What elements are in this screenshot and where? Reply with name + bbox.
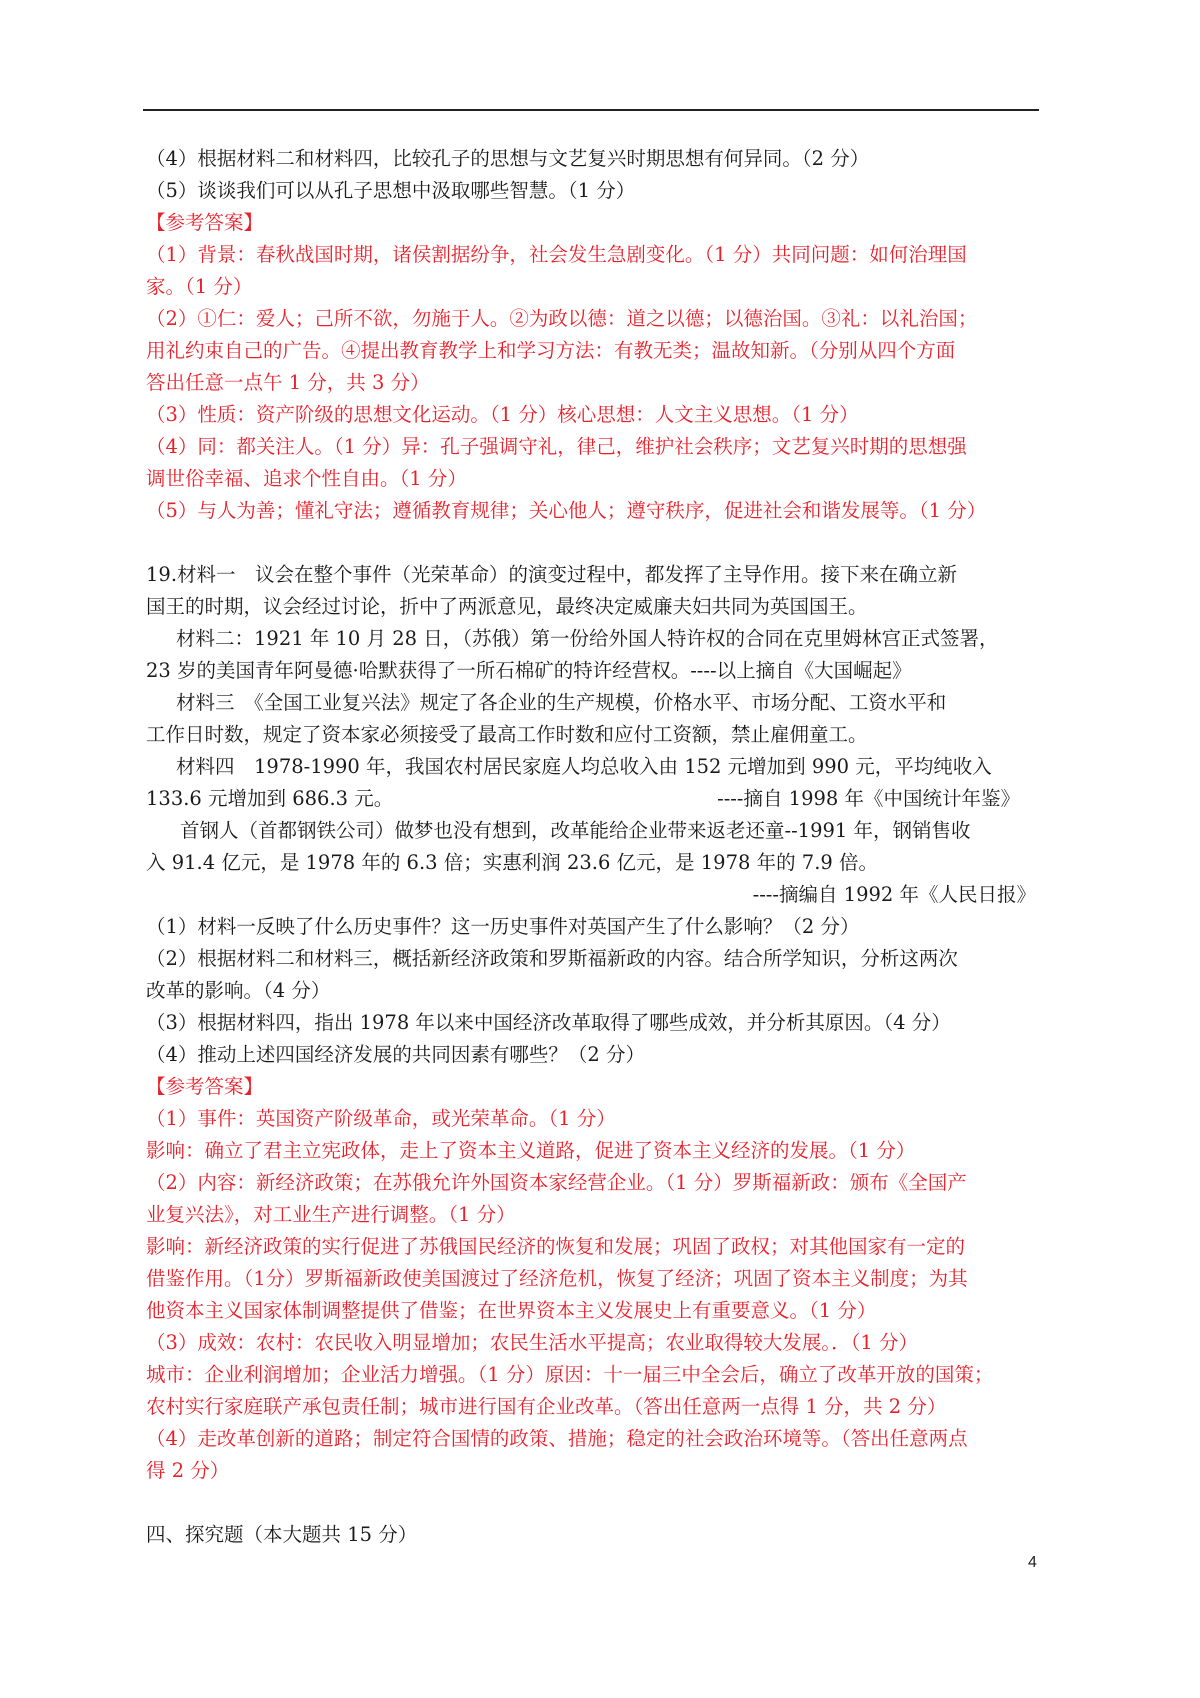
answer-line: （4）同：都关注人。（1 分）异：孔子强调守礼，律己，维护社会秩序；文艺复兴时期的思想强 <box>146 435 967 458</box>
answer-line: （2）内容：新经济政策；在苏俄允许外国资本家经营企业。（1 分）罗斯福新政：颁布《全国产 <box>146 1171 967 1194</box>
question-line: （4）推动上述四国经济发展的共同因素有哪些？（2 分） <box>146 1043 646 1066</box>
answer-line: 借鉴作用。（1分）罗斯福新政使美国渡过了经济危机，恢复了经济；巩固了资本主义制度；为其 <box>146 1267 968 1290</box>
spacer <box>146 1487 1040 1519</box>
material-line: 入 91.4 亿元，是 1978 年的 6.3 倍；实惠利润 23.6 亿元，是 1978 年的 7.9 倍。 <box>146 851 878 874</box>
material-line: 首钢人（首都钢铁公司）做梦也没有想到，改革能给企业带来返老还童--1991 年，钢销售收 <box>180 819 971 842</box>
answer-line: 用礼约束自己的广告。④提出教育教学上和学习方法：有教无类；温故知新。（分别从四个方面 <box>146 339 956 362</box>
question-line: （2）根据材料二和材料三，概括新经济政策和罗斯福新政的内容。结合所学知识，分析这两次 <box>146 947 958 970</box>
material-line: 23 岁的美国青年阿曼德·哈默获得了一所石棉矿的特许经营权。----以上摘自《大国崛起》 <box>146 659 912 682</box>
answer-line: 他资本主义国家体制调整提供了借鉴；在世界资本主义发展史上有重要意义。（1 分） <box>146 1299 877 1322</box>
material-line: 133.6 元增加到 686.3 元。 <box>146 787 394 810</box>
answer-line: （3）性质：资产阶级的思想文化运动。（1 分）核心思想：人文主义思想。（1 分） <box>146 403 859 426</box>
answer-line: 得 2 分） <box>146 1459 230 1482</box>
answer-line: 家。（1 分） <box>146 275 253 298</box>
question-line: （3）根据材料四，指出 1978 年以来中国经济改革取得了哪些成效，并分析其原因。（4 分） <box>146 1011 951 1034</box>
section-heading: 四、探究题（本大题共 15 分） <box>146 1523 418 1546</box>
answer-line: （3）成效：农村：农民收入明显增加；农民生活水平提高；农业取得较大发展。．（1 分） <box>146 1331 919 1354</box>
material-line-with-source <box>146 783 1040 815</box>
material-line: 材料四 1978-1990 年，我国农村居民家庭人均总收入由 152 元增加到 990 元，平均纯收入 <box>176 755 992 778</box>
answer-line: 影响：确立了君主立宪政体，走上了资本主义道路，促进了资本主义经济的发展。（1 分） <box>146 1139 916 1162</box>
page-number: 4 <box>1028 1554 1037 1571</box>
answer-heading: 【参考答案】 <box>146 211 264 234</box>
material-line: 材料三 《全国工业复兴法》规定了各企业的生产规模，价格水平、市场分配、工资水平和 <box>176 691 947 714</box>
answer-line: 业复兴法》，对工业生产进行调整。（1 分） <box>146 1203 516 1226</box>
source-citation: ----摘编自 1992 年《人民日报》 <box>752 883 1036 906</box>
question-line: 改革的影响。（4 分） <box>146 979 331 1002</box>
question-line: （5）谈谈我们可以从孔子思想中汲取哪些智慧。（1 分） <box>146 179 636 202</box>
answer-line: （1）事件：英国资产阶级革命，或光荣革命。（1 分） <box>146 1107 616 1130</box>
source-citation: ----摘自 1998 年《中国统计年鉴》 <box>717 787 1020 810</box>
answer-line: 城市：企业利润增加；企业活力增强。（1 分）原因：十一届三中全会后，确立了改革开放的国策； <box>146 1363 994 1386</box>
material-line: 材料二：1921 年 10 月 28 日，（苏俄）第一份给外国人特许权的合同在克里姆林宫正式签署， <box>176 627 999 650</box>
material-line: 19.材料一 议会在整个事件（光荣革命）的演变过程中，都发挥了主导作用。接下来在确立新 <box>146 563 958 586</box>
material-line: 国王的时期，议会经过讨论，折中了两派意见，最终决定威廉夫妇共同为英国国王。 <box>146 595 868 618</box>
material-line: 工作日时数，规定了资本家必须接受了最高工作时数和应付工资额，禁止雇佣童工。 <box>146 723 868 746</box>
answer-line: （2）①仁：爱人；己所不欲，勿施于人。②为政以德：道之以德；以德治国。③礼：以礼治国； <box>146 307 978 330</box>
answer-line: 影响：新经济政策的实行促进了苏俄国民经济的恢复和发展；巩固了政权；对其他国家有一定的 <box>146 1235 966 1258</box>
answer-heading: 【参考答案】 <box>146 1075 264 1098</box>
page-content <box>146 143 1040 1551</box>
answer-line: 农村实行家庭联产承包责任制；城市进行国有企业改革。（答出任意两一点得 1 分，共 2 分） <box>146 1395 947 1418</box>
header-rule <box>143 109 1039 111</box>
spacer <box>146 527 1040 559</box>
question-line: （4）根据材料二和材料四，比较孔子的思想与文艺复兴时期思想有何异同。（2 分） <box>146 147 870 170</box>
answer-line: （1）背景：春秋战国时期，诸侯割据纷争，社会发生急剧变化。（1 分）共同问题：如何治理国 <box>146 243 967 266</box>
answer-line: 调世俗幸福、追求个性自由。（1 分） <box>146 467 467 490</box>
answer-line: 答出任意一点午 1 分，共 3 分） <box>146 371 430 394</box>
question-line: （1）材料一反映了什么历史事件？这一历史事件对英国产生了什么影响？（2 分） <box>146 915 860 938</box>
answer-line: （4）走改革创新的道路；制定符合国情的政策、措施；稳定的社会政治环境等。（答出任意两点 <box>146 1427 968 1450</box>
answer-line: （5）与人为善；懂礼守法；遵循教育规律；关心他人；遵守秩序，促进社会和谐发展等。（1 分） <box>146 499 987 522</box>
